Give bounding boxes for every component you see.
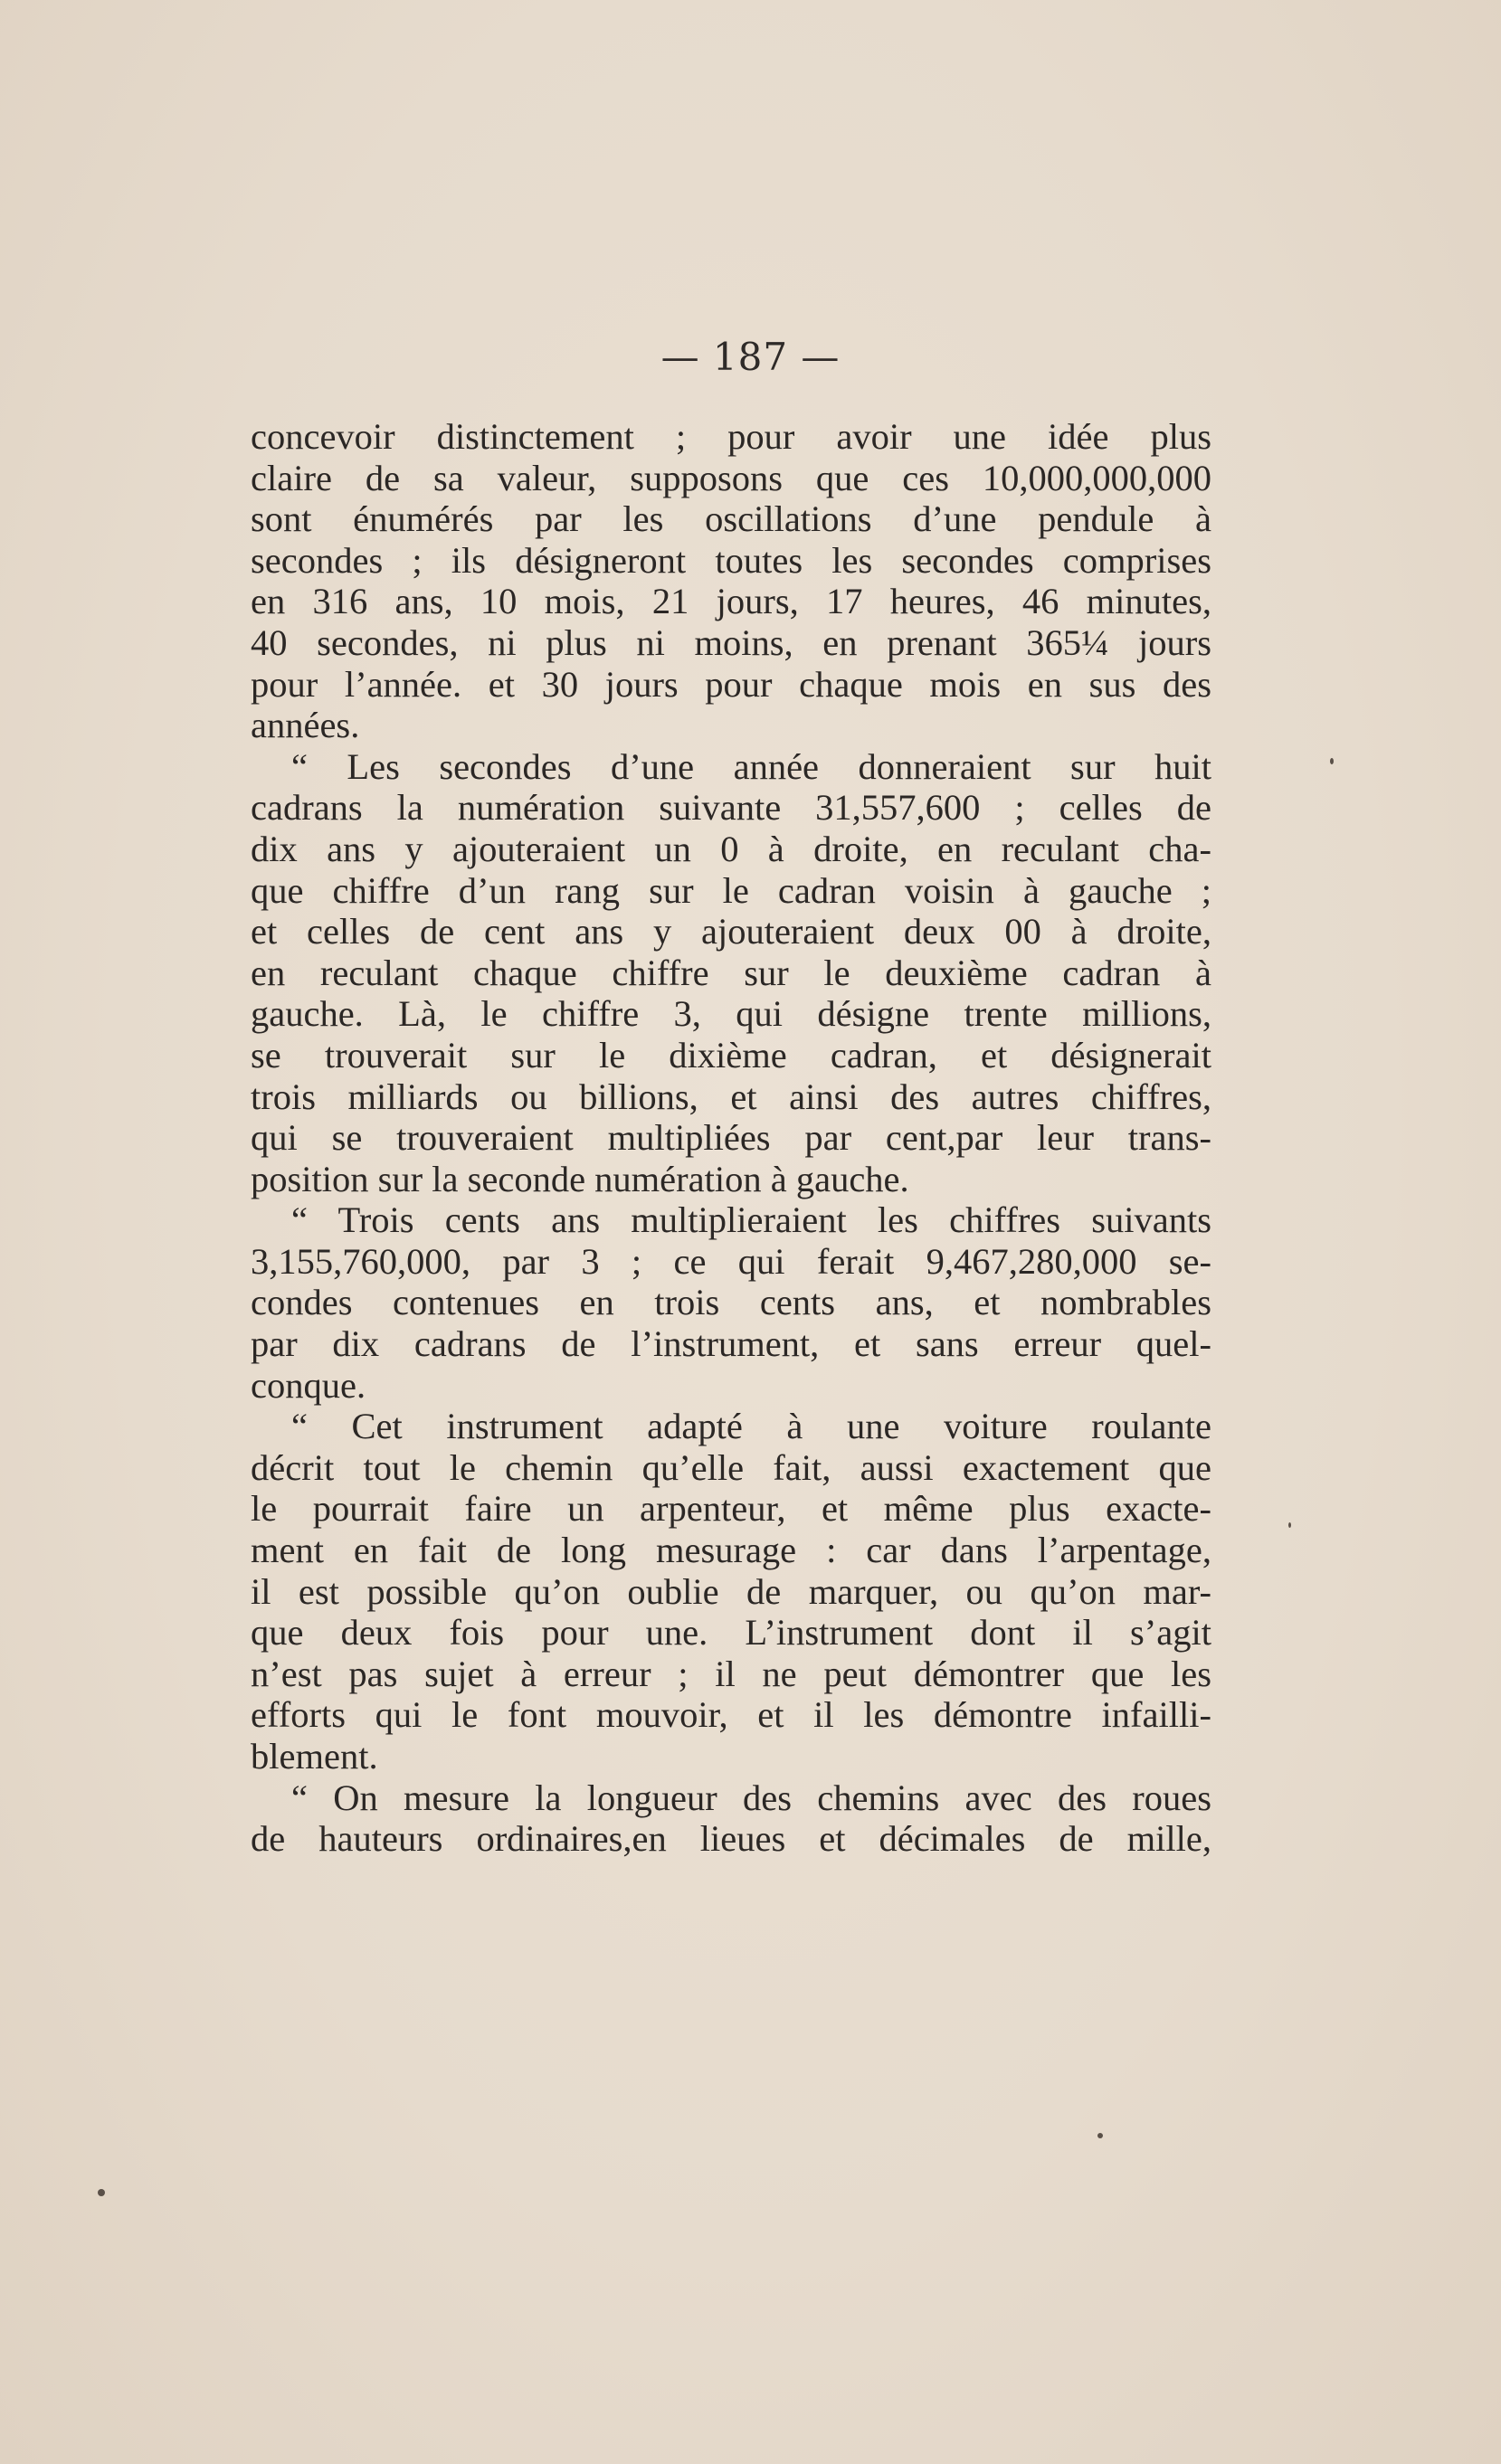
text-line: 3,155,760,000, par 3 ; ce qui ferait 9,467,280,000 se- xyxy=(251,1240,1211,1282)
text-line: 40 secondes, ni plus ni moins, en prenant 365¼ jours xyxy=(251,621,1211,663)
text-line: années. xyxy=(251,705,360,746)
text-line: que chiffre d’un rang sur le cadran voisin à gauche ; xyxy=(251,869,1211,911)
text-line: pour l’année. et 30 jours pour chaque mois en sus des xyxy=(251,663,1211,705)
text-line: il est possible qu’on oublie de marquer, ou qu’on mar- xyxy=(251,1570,1211,1612)
text-line: efforts qui le font mouvoir, et il les démontre infailli- xyxy=(251,1694,1211,1736)
text-line: trois milliards ou billions, et ainsi des autres chiffres, xyxy=(251,1076,1211,1117)
text-line: “ Les secondes d’une année donneraient sur huit xyxy=(291,745,1211,787)
text-line: par dix cadrans de l’instrument, et sans erreur quel- xyxy=(251,1323,1211,1365)
text-line: de hauteurs ordinaires,en lieues et décimales de mille, xyxy=(251,1818,1211,1860)
text-line: conque. xyxy=(251,1364,366,1406)
text-line: “ On mesure la longueur des chemins avec des roues xyxy=(291,1777,1211,1818)
text-line: condes contenues en trois cents ans, et nombrables xyxy=(251,1282,1211,1323)
text-line: se trouverait sur le dixième cadran, et désignerait xyxy=(251,1034,1211,1076)
text-line: décrit tout le chemin qu’elle fait, aussi exactement que xyxy=(251,1446,1211,1488)
text-line: qui se trouveraient multipliées par cent,par leur trans- xyxy=(251,1117,1211,1159)
text-line: gauche. Là, le chiffre 3, qui désigne trente millions, xyxy=(251,993,1211,1035)
text-line: sont énumérés par les oscillations d’une pendule à xyxy=(251,498,1211,540)
text-line: et celles de cent ans y ajouteraient deux 00 à droite, xyxy=(251,911,1211,952)
text-line: ment en fait de long mesurage : car dans l’arpentage, xyxy=(251,1530,1211,1571)
text-line: le pourrait faire un arpenteur, et même plus exacte- xyxy=(251,1488,1211,1530)
text-line: n’est pas sujet à erreur ; il ne peut démontrer que les xyxy=(251,1653,1211,1694)
paper-speck xyxy=(1288,1522,1291,1528)
text-line: “ Cet instrument adapté à une voiture roulante xyxy=(291,1406,1211,1447)
text-line: dix ans y ajouteraient un 0 à droite, en reculant cha- xyxy=(251,828,1211,869)
text-line: concevoir distinctement ; pour avoir une idée plus xyxy=(251,416,1211,457)
text-line: secondes ; ils désigneront toutes les secondes comprises xyxy=(251,539,1211,581)
paper-speck xyxy=(1097,2133,1103,2138)
paper-speck xyxy=(98,2189,105,2196)
paper-speck xyxy=(1330,758,1334,764)
text-line: cadrans la numération suivante 31,557,600 ; celles de xyxy=(251,787,1211,829)
text-line: en reculant chaque chiffre sur le deuxième cadran à xyxy=(251,952,1211,993)
page-number: — 187 — xyxy=(660,335,841,379)
text-line: position sur la seconde numération à gauche. xyxy=(251,1158,909,1199)
text-line: “ Trois cents ans multiplieraient les chiffres suivants xyxy=(291,1199,1211,1241)
text-line: claire de sa valeur, supposons que ces 10,000,000,000 xyxy=(251,457,1211,498)
text-line: que deux fois pour une. L’instrument dont il s’agit xyxy=(251,1612,1211,1654)
body-text xyxy=(251,416,1211,1860)
text-line: en 316 ans, 10 mois, 21 jours, 17 heures, 46 minutes, xyxy=(251,581,1211,622)
text-line: blement. xyxy=(251,1736,378,1777)
